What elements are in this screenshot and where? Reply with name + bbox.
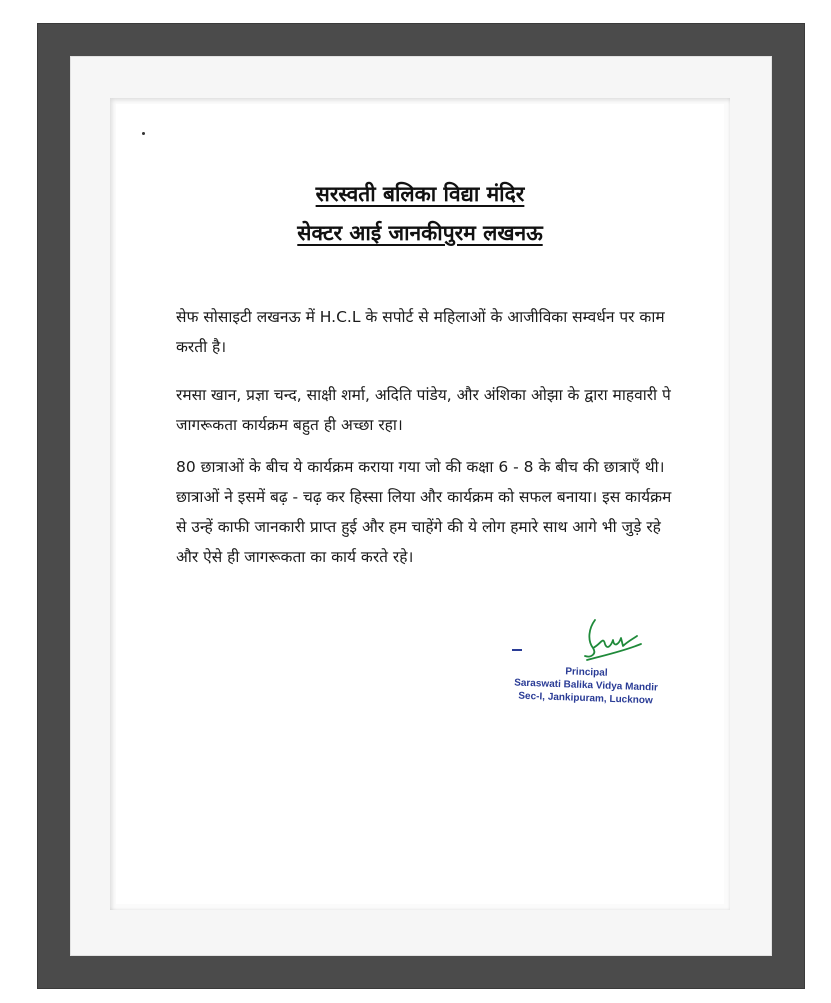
signature-icon [581,614,645,664]
frame-mat [70,56,772,956]
paper-speck [142,132,145,135]
principal-stamp [510,663,661,707]
school-name-heading: सरस्वती बलिका विद्या मंदिर [315,182,525,206]
stamp-line-2: Sec-I, Jankipuram, Lucknow [518,690,653,707]
address-heading: सेक्टर आई जानकीपुरम लखनऊ [297,221,543,245]
stamp-dash [512,649,522,651]
stamp-line-1: Saraswati Balika Vidya Mandir [513,677,659,694]
paragraph-2: रमसा खान, प्रज्ञा चन्द, साक्षी शर्मा, अदिति पांडेय, और अंशिका ओझा के द्वारा माहवारी पे जागरूकता कार्यक्रम बहुत ही अच्छा रहा। [176,386,671,434]
paragraph-3: 80 छात्राओं के बीच ये कार्यक्रम कराया गया जो की कक्षा 6 - 8 के बीच की छात्राएँ थी। छात्राओं ने इसमें बढ़ - चढ़ कर हिस्सा लिया और कार्यक्रम को सफल बनाया। इस कार्यक्रम से उन्हें काफी जानकारी प्राप्त हुई और हम चाहेंगे की ये लोग हमारे साथ आगे भी जुड़े रहे और ऐसे ही जागरूकता का कार्य करते रहे। [176,458,672,566]
picture-frame [38,24,804,988]
mat-opening [110,98,730,910]
paragraph-1: सेफ सोसाइटी लखनऊ में H.C.L के सपोर्ट से महिलाओं के आजीविका सम्वर्धन पर काम करती है। [176,308,665,356]
letter-paper [116,104,724,904]
stamp-title: Principal [565,666,608,679]
